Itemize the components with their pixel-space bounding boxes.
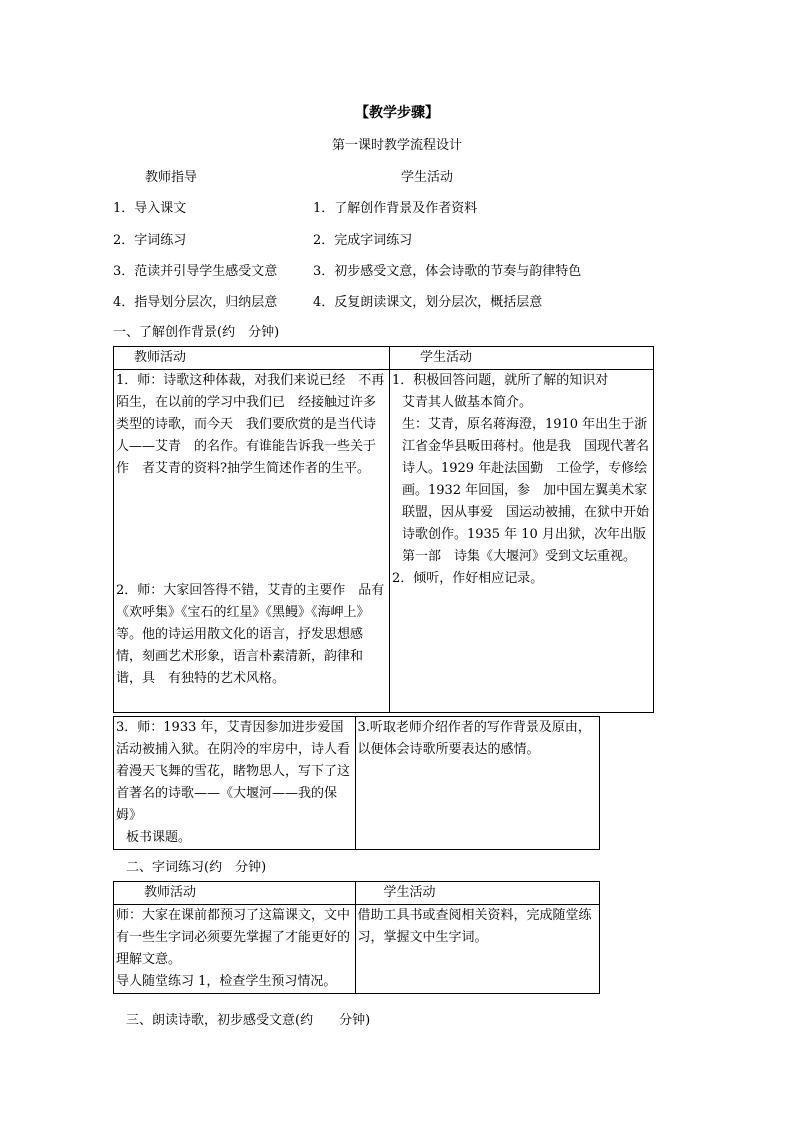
col-header-teacher: 教师活动 [114, 347, 390, 370]
section1-heading: 一、了解创作背景(约 分钟) [113, 325, 280, 340]
student-cell [389, 370, 653, 713]
section1-table-continued [113, 716, 600, 850]
teacher-cell [114, 370, 390, 713]
outline-teacher-header: 教师指导 [145, 170, 198, 185]
student-step-3: 3.听取老师介绍作者的写作背景及原由，以便体会诗歌所要表达的感情。 [357, 720, 591, 757]
col-header-student: 学生活动 [355, 882, 600, 905]
student-step-1b: 艾青其人做基本简介。 [401, 395, 532, 410]
outline-teacher-item: 1．导入课文 [113, 201, 187, 216]
student-step-1a: 1．积极回答问题，就所了解的知识对 [391, 373, 609, 388]
page-subtitle: 第一课时教学流程设计 [331, 138, 462, 153]
outline-header [113, 166, 633, 186]
outline-student-item: 3．初步感受文意，体会诗歌的节奏与韵律特色 [313, 264, 582, 279]
outline-teacher-item: 3．范读并引导学生感受文意 [113, 264, 278, 279]
teacher-step-2: 导人随堂练习 1，检查学生预习情况。 [116, 974, 337, 989]
teacher-step-1: 1．师：诗歌这种体裁，对我们来说已经 不再陌生，在以前的学习中我们已 经接触过许多类型的诗歌，而今天 我们要欣赏的是当代诗人——艾青 的名作。有谁能告诉我一些关于作 者艾青的资料?抽学生简述作者的生平。 [116, 373, 385, 476]
section2-table [113, 881, 600, 994]
outline-row [113, 229, 633, 249]
section3-heading: 三、朗读诗歌，初步感受文意(约 分钟) [126, 1013, 371, 1028]
outline-teacher-item: 2．字词练习 [113, 233, 187, 248]
section1-table [113, 346, 654, 713]
outline-row [113, 291, 633, 311]
teacher-cell [114, 905, 356, 994]
student-cell [355, 717, 599, 850]
section2-heading: 二、字词练习(约 分钟) [126, 860, 267, 875]
teacher-step-2: 2．师：大家回答得不错，艾青的主要作 品有《欢呼集》《宝石的红星》《黑鳗》《海岬上》等。他的诗运用散文化的语言，抒发思想感情，刻画艺术形象，语言朴素清新，韵律和谐，具 有独特的艺术风格。 [116, 583, 385, 686]
outline-teacher-item: 4．指导划分层次，归纳层意 [113, 295, 278, 310]
outline-row [113, 197, 633, 217]
teacher-cell [114, 717, 356, 850]
outline-student-item: 1．了解创作背景及作者资料 [313, 201, 478, 216]
outline-student-item: 4．反复朗读课文，划分层次，概括层意 [313, 295, 543, 310]
outline-row [113, 260, 633, 280]
outline-student-item: 2．完成字词练习 [313, 233, 413, 248]
student-step-1c: 生：艾青，原名蒋海澄，1910 年出生于浙江省金华县畈田蒋村。他是我 国现代著名诗人。1929 年赴法国勤 工俭学，专修绘画。1932 年回国，参 加中国左翼美术家联盟，因从事爱 国运动被捕，在狱中开始诗歌创作。1935 年 10 月出狱，次年出版第一部 诗集《大堰河》受到文坛重视。 [401, 417, 649, 564]
teacher-step-3: 3．师：1933 年，艾青因参加进步爱国活动被捕入狱。在阴冷的牢房中，诗人看着漫天飞舞的雪花，睹物思人，写下了这首著名的诗歌——《大堰河——我的保姆》 [116, 720, 351, 823]
col-header-student: 学生活动 [389, 347, 653, 370]
page-title: 【教学步骤】 [355, 105, 439, 121]
col-header-teacher: 教师活动 [114, 882, 356, 905]
teacher-step-1: 师：大家在课前都预习了这篇课文，文中有一些生字词必须要先掌握了才能更好的理解文意。 [116, 908, 351, 967]
student-step-2: 2．倾听，作好相应记录。 [391, 571, 544, 586]
outline-student-header: 学生活动 [401, 170, 454, 185]
teacher-step-3-board: 板书课题。 [126, 830, 192, 845]
student-step-1: 借助工具书或查阅相关资料，完成随堂练习，掌握文中生字词。 [357, 908, 592, 945]
student-cell [355, 905, 600, 994]
